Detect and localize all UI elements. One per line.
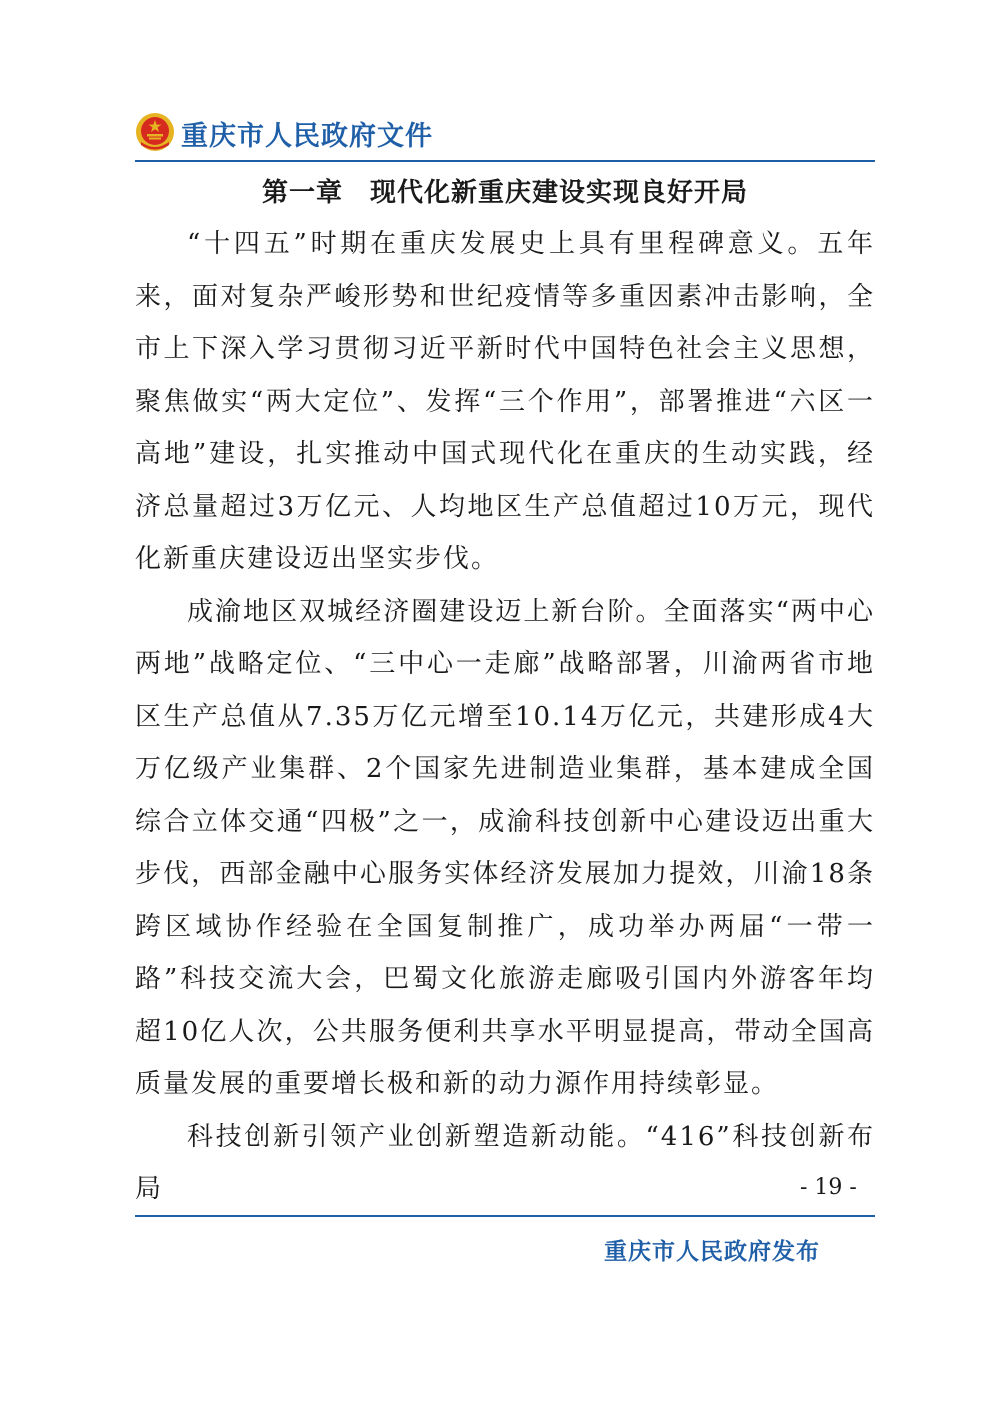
body-paragraph: 科技创新引领产业创新塑造新动能。“416”科技创新布局 [135, 1121, 875, 1204]
footer-divider [135, 1215, 875, 1217]
body-paragraph: 成渝地区双城经济圈建设迈上新台阶。全面落实“两中心两地”战略定位、“三中心一走廊”战略部署，川渝两省市地区生产总值从7.35万亿元增至10.14万亿元，共建形成4大万亿级产业集群、2个国家先进制造业集群，基本建成全国综合立体交通“四极”之一，成渝科技创新中心建设迈出重大步伐，西部金融中心服务实体经济发展加力提效，川渝18条跨区域协作经验在全国复制推广，成功举办两届“一带一路”科技交流大会，巴蜀文化旅游走廊吸引国内外游客年均超10亿人次，公共服务便利共享水平明显提高，带动全国高质量发展的重要增长极和新的动力源作用持续彰显。 [135, 596, 875, 1099]
document-header [135, 108, 875, 160]
header-title: 重庆市人民政府文件 [181, 121, 433, 152]
page-number: - 19 - [800, 1175, 857, 1200]
body-paragraph: “十四五”时期在重庆发展史上具有里程碑意义。五年来，面对复杂严峻形势和世纪疫情等多重因素冲击影响，全市上下深入学习贯彻习近平新时代中国特色社会主义思想，聚焦做实“两大定位”、发挥“三个作用”，部署推进“六区一高地”建设，扎实推动中国式现代化在重庆的生动实践，经济总量超过3万亿元、人均地区生产总值超过10万元，现代化新重庆建设迈出坚实步伐。 [135, 229, 875, 574]
document-body [135, 218, 875, 1216]
header-divider [135, 160, 875, 162]
footer-publisher: 重庆市人民政府发布 [604, 1238, 820, 1265]
national-emblem-icon [135, 112, 175, 152]
chapter-title: 第一章 现代化新重庆建设实现良好开局 [261, 178, 748, 208]
